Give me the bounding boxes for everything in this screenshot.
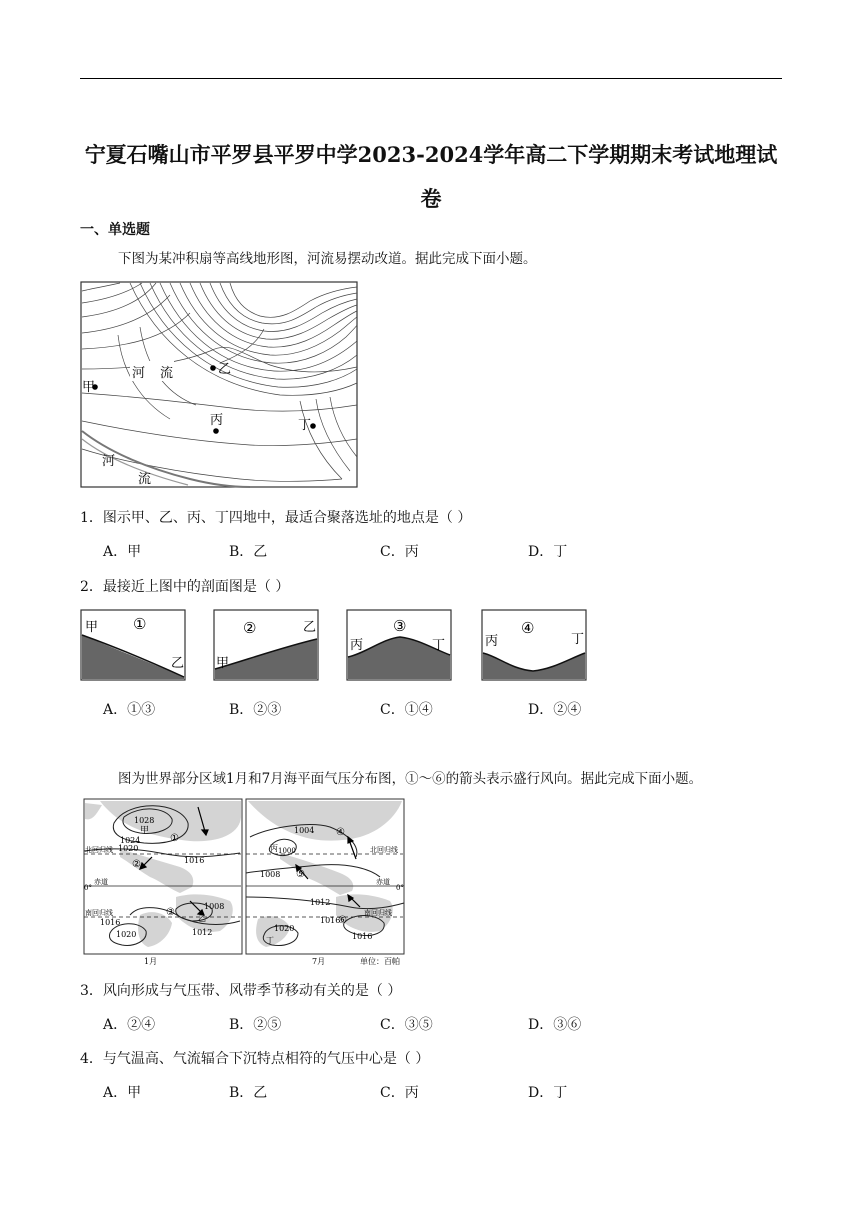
jan-isobar-1028: 1028 bbox=[134, 816, 155, 825]
jul-isobar-1008: 1008 bbox=[260, 870, 281, 879]
q4-option-a[interactable]: A．甲 bbox=[103, 1085, 142, 1101]
river-label-he: 河 bbox=[132, 366, 146, 381]
jul-isobar-1012: 1012 bbox=[310, 898, 331, 907]
profile-1-left-label: 甲 bbox=[85, 620, 99, 635]
profile-4 bbox=[481, 609, 587, 681]
profile-2 bbox=[213, 609, 319, 681]
q2-option-d[interactable]: D．②④ bbox=[528, 702, 582, 718]
group1-intro: 下图为某冲积扇等高线地形图，河流易摆动改道。据此完成下面小题。 bbox=[118, 251, 537, 267]
jan-isobar-1020: 1020 bbox=[118, 844, 139, 853]
profile-3-right-label: 丁 bbox=[432, 638, 446, 653]
jan-center-jia: 甲 bbox=[140, 826, 150, 836]
question-3-stem: 3．风向形成与气压带、风带季节移动有关的是（ ） bbox=[80, 983, 402, 999]
pressure-distribution-maps bbox=[80, 797, 406, 967]
q4-option-c[interactable]: C．丙 bbox=[380, 1085, 419, 1101]
q2-option-b[interactable]: B．②③ bbox=[229, 702, 282, 718]
q4-option-b[interactable]: B．乙 bbox=[229, 1085, 268, 1101]
profile-2-left-label: 甲 bbox=[216, 656, 230, 671]
exam-title-continued: 卷 bbox=[420, 186, 442, 211]
jul-center-ding: 丁 bbox=[266, 936, 274, 945]
point-yi-marker bbox=[210, 365, 216, 371]
q1-option-c[interactable]: C．丙 bbox=[380, 544, 419, 560]
jul-isobar-1000: 1000 bbox=[278, 847, 296, 855]
question-1-stem: 1．图示甲、乙、丙、丁四地中，最适合聚落选址的地点是（ ） bbox=[80, 510, 472, 526]
label-ding: 丁 bbox=[298, 418, 312, 433]
jul-isobar-1004: 1004 bbox=[294, 826, 315, 835]
jan-isobar-1016-south: 1016 bbox=[100, 918, 121, 927]
q3-option-d[interactable]: D．③⑥ bbox=[528, 1017, 582, 1033]
jan-zero-degree: 0° bbox=[84, 884, 92, 892]
header-rule bbox=[80, 78, 782, 79]
jan-isobar-1020-south: 1020 bbox=[116, 930, 137, 939]
q1-option-d[interactable]: D．丁 bbox=[528, 544, 568, 560]
profile-1 bbox=[80, 609, 186, 681]
q3-option-b[interactable]: B．②⑤ bbox=[229, 1017, 282, 1033]
jan-center-yi: 乙 bbox=[198, 914, 206, 923]
river-label-liu-lower: 流 bbox=[138, 472, 152, 487]
label-yi: 乙 bbox=[218, 362, 232, 377]
question-4-stem: 4．与气温高、气流辐合下沉特点相符的气压中心是（ ） bbox=[80, 1051, 430, 1067]
q2-option-c[interactable]: C．①④ bbox=[380, 702, 433, 718]
jul-center-bing: 丙 bbox=[270, 844, 278, 853]
jan-equator-label: 赤道 bbox=[94, 878, 108, 886]
jan-map-label: 1月 bbox=[144, 957, 158, 966]
jan-arrow-1-label: ① bbox=[170, 833, 179, 844]
jul-tropic-capricorn-label: 南回归线 bbox=[364, 909, 392, 917]
profile-1-number: ① bbox=[133, 615, 147, 633]
profile-3 bbox=[346, 609, 452, 681]
july-map bbox=[246, 799, 404, 966]
profile-1-right-label: 乙 bbox=[171, 656, 185, 671]
profile-4-number: ④ bbox=[521, 619, 535, 637]
pressure-unit-label: 单位：百帕 bbox=[360, 957, 400, 966]
group2-intro: 图为世界部分区域1月和7月海平面气压分布图，①～⑥的箭头表示盛行风向。据此完成下面小题。 bbox=[118, 771, 703, 787]
jul-isobar-1020: 1020 bbox=[274, 924, 295, 933]
jul-arrow-6-label: ⑥ bbox=[338, 915, 347, 926]
profile-4-right-label: 丁 bbox=[571, 632, 585, 647]
q1-option-b[interactable]: B．乙 bbox=[229, 544, 268, 560]
q4-option-d[interactable]: D．丁 bbox=[528, 1085, 568, 1101]
jul-isobar-1016-south: 1016 bbox=[352, 932, 373, 941]
exam-title: 宁夏石嘴山市平罗县平罗中学2023-2024学年高二下学期期末考试地理试 bbox=[84, 142, 778, 167]
q3-option-c[interactable]: C．③⑤ bbox=[380, 1017, 433, 1033]
jan-arrow-2-label: ② bbox=[132, 859, 141, 870]
river-label-he-lower: 河 bbox=[102, 454, 116, 469]
january-map bbox=[84, 799, 242, 966]
question-2-stem: 2．最接近上图中的剖面图是（ ） bbox=[80, 579, 290, 595]
jan-isobar-1024: 1024 bbox=[120, 836, 141, 845]
profile-4-left-label: 丙 bbox=[485, 634, 499, 649]
label-jia: 甲 bbox=[82, 380, 96, 395]
profile-2-right-label: 乙 bbox=[303, 620, 317, 635]
jan-isobar-1008: 1008 bbox=[204, 902, 225, 911]
jul-tropic-cancer-label: 北回归线 bbox=[370, 846, 398, 854]
jan-arrow-3-label: ③ bbox=[166, 907, 175, 918]
jul-arrow-4-label: ④ bbox=[336, 827, 345, 838]
jan-tropic-cancer-label: 北回归线 bbox=[85, 846, 113, 854]
jul-arrow-5-label: ⑤ bbox=[296, 869, 305, 880]
q3-option-a[interactable]: A．②④ bbox=[103, 1017, 156, 1033]
q1-option-a[interactable]: A．甲 bbox=[103, 544, 142, 560]
river-label-liu: 流 bbox=[160, 366, 174, 381]
profile-3-number: ③ bbox=[393, 617, 407, 635]
label-bing: 丙 bbox=[210, 413, 224, 428]
jan-isobar-1016: 1016 bbox=[184, 856, 205, 865]
point-bing-marker bbox=[213, 428, 219, 434]
jan-isobar-1012: 1012 bbox=[192, 928, 213, 937]
jul-map-label: 7月 bbox=[312, 957, 326, 966]
jul-zero-degree: 0° bbox=[396, 884, 404, 892]
section-title: 一、单选题 bbox=[80, 222, 150, 238]
jul-equator-label: 赤道 bbox=[376, 878, 390, 886]
jul-isobar-1016: 1016 bbox=[320, 916, 341, 925]
profile-3-left-label: 丙 bbox=[350, 638, 364, 653]
q2-option-a[interactable]: A．①③ bbox=[103, 702, 156, 718]
point-ding-marker bbox=[310, 423, 316, 429]
alluvial-fan-contour-map bbox=[80, 281, 358, 488]
profile-2-number: ② bbox=[243, 619, 257, 637]
jan-tropic-capricorn-label: 南回归线 bbox=[85, 909, 113, 917]
